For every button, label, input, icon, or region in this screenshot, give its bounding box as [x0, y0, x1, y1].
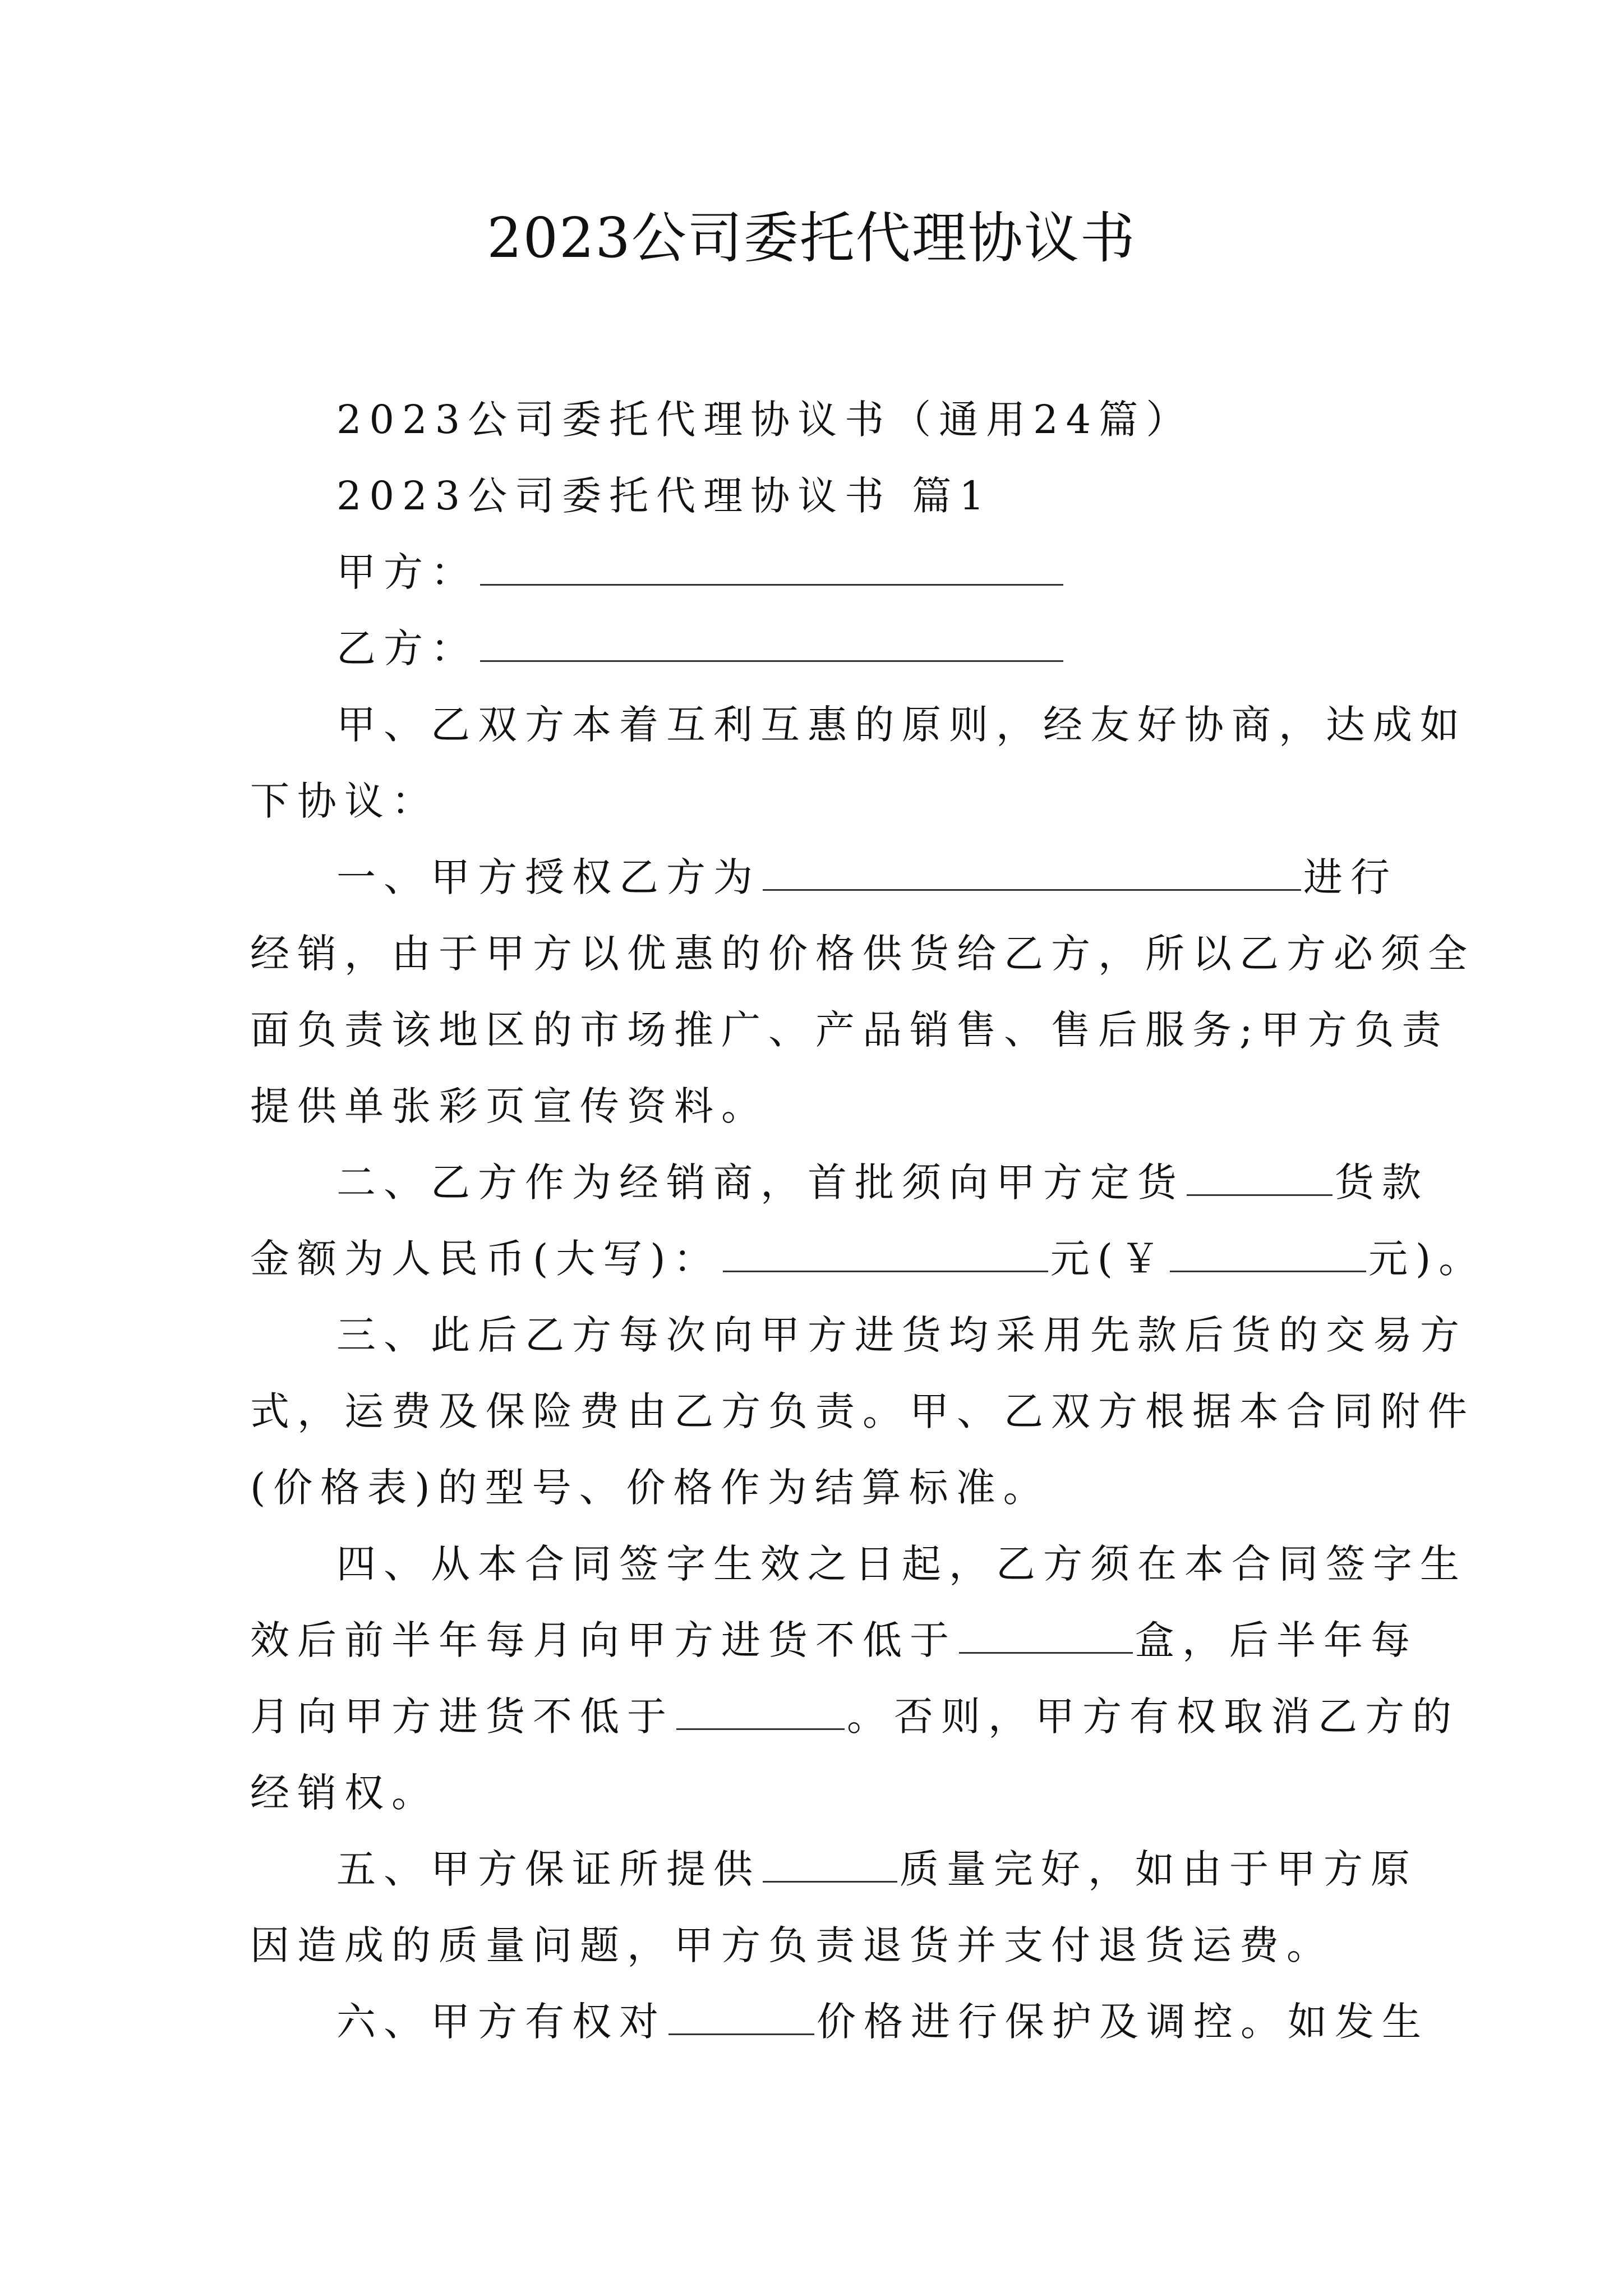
party-b-label: 乙方： — [336, 625, 478, 671]
product-blank — [763, 1842, 897, 1883]
clause-2-line-2 — [250, 1221, 1486, 1297]
clause-2-yuan-open: 元(￥ — [1050, 1236, 1168, 1282]
clause-5-line-1 — [250, 1831, 1418, 1907]
party-a-line — [250, 534, 1389, 610]
clause-1-line-1 — [250, 839, 1398, 915]
intro-line-1: 甲、乙双方本着互利互惠的原则，经友好协商，达成如 — [336, 702, 1467, 748]
clause-1-line-4: 提供单张彩页宣传资料。 — [250, 1083, 768, 1129]
clause-2-text-a: 二、乙方作为经销商，首批须向甲方定货 — [336, 1159, 1184, 1205]
clause-3-line-1: 三、此后乙方每次向甲方进货均采用先款后货的交易方 — [336, 1312, 1467, 1358]
clause-3-line-3: (价格表)的型号、价格作为结算标准。 — [250, 1465, 1050, 1511]
clause-4-text-a: 效后前半年每月向甲方进货不低于 — [250, 1617, 957, 1663]
region-blank — [763, 850, 1301, 891]
order-quantity-blank — [1187, 1155, 1332, 1196]
subtitle: 2023公司委托代理协议书（通用24篇） — [336, 397, 1193, 443]
party-b-blank — [480, 621, 1063, 662]
amount-number-blank — [1170, 1231, 1366, 1272]
clause-1-text-b: 进行 — [1303, 854, 1398, 900]
clause-1-text-a: 一、甲方授权乙方为 — [336, 854, 760, 900]
clause-3-line-2: 式，运费及保险费由乙方负责。甲、乙双方根据本合同附件 — [250, 1388, 1475, 1434]
clause-1-line-3: 面负责该地区的市场推广、产品销售、售后服务;甲方负责 — [250, 1007, 1449, 1053]
section-heading: 2023公司委托代理协议书 篇1 — [336, 473, 992, 519]
party-a-label: 甲方： — [336, 549, 478, 595]
clause-6-text-a: 六、甲方有权对 — [336, 1999, 666, 2045]
clause-2-yuan-close: 元)。 — [1368, 1236, 1486, 1282]
clause-2-line-1 — [250, 1144, 1429, 1221]
clause-4-line-4: 经销权。 — [250, 1770, 439, 1816]
clause-2-text-b: 货款 — [1335, 1159, 1429, 1205]
clause-4-text-c: 月向甲方进货不低于 — [250, 1694, 674, 1740]
clause-5-line-2: 因造成的质量问题，甲方负责退货并支付退货运费。 — [250, 1922, 1334, 1968]
document-title: 2023公司委托代理协议书 — [487, 206, 1136, 270]
price-product-blank — [668, 1994, 814, 2035]
clause-4-text-b: 盒，后半年每 — [1135, 1617, 1418, 1663]
document-body — [250, 381, 1486, 2060]
clause-4-line-2 — [250, 1602, 1418, 1678]
clause-2-amount-label: 金额为人民币(大写)： — [250, 1236, 721, 1282]
intro-line-2: 下协议： — [250, 778, 439, 824]
clause-6-line-1 — [250, 1984, 1429, 2060]
clause-6-text-b: 价格进行保护及调控。如发生 — [817, 1999, 1429, 2045]
clause-1-line-2: 经销，由于甲方以优惠的价格供货给乙方，所以乙方必须全 — [250, 931, 1475, 977]
clause-4-line-1: 四、从本合同签字生效之日起，乙方须在本合同签字生 — [336, 1541, 1467, 1587]
amount-words-blank — [723, 1231, 1048, 1272]
party-a-blank — [480, 545, 1063, 586]
first-half-quantity-blank — [959, 1613, 1133, 1654]
clause-5-text-a: 五、甲方保证所提供 — [336, 1846, 760, 1892]
clause-4-line-3 — [250, 1678, 1459, 1755]
party-b-line — [250, 610, 1389, 687]
clause-5-text-b: 质量完好，如由于甲方原 — [900, 1846, 1418, 1892]
clause-4-text-d: 。否则，甲方有权取消乙方的 — [847, 1694, 1459, 1740]
second-half-quantity-blank — [676, 1689, 845, 1730]
